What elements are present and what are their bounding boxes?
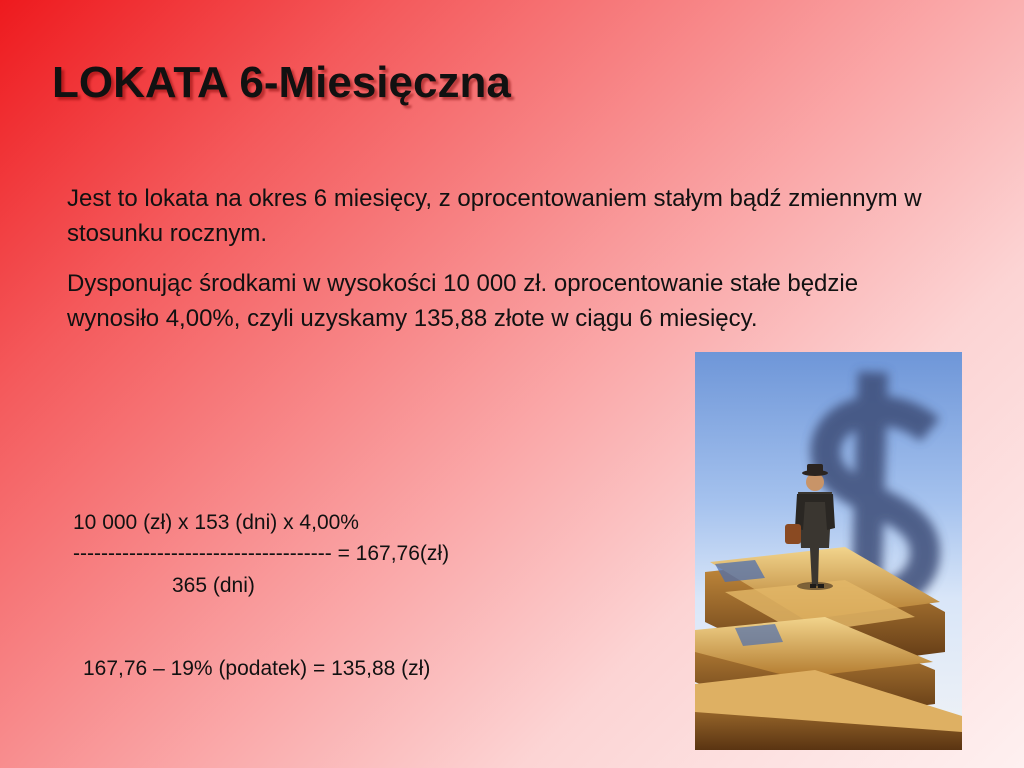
formula-numerator: 10 000 (zł) x 153 (dni) x 4,00% xyxy=(73,511,359,534)
businessman-on-money-icon xyxy=(695,352,962,750)
money-stack-photo xyxy=(695,352,962,750)
formula-fraction-line: ------------------------------------- = 167,76(zł) xyxy=(73,542,450,565)
slide-title: LOKATA 6-Miesięczna xyxy=(52,58,511,107)
paragraph-definition: Jest to lokata na okres 6 miesięcy, z oprocentowaniem stałym bądź zmiennym w stosunku rocznym. xyxy=(67,185,922,247)
tax-calculation: 167,76 – 19% (podatek) = 135,88 (zł) xyxy=(83,657,431,680)
paragraph-example: Dysponując środkami w wysokości 10 000 zł. oprocentowanie stałe będzie wynosiło 4,00%, czyli uzyskamy 135,88 złote w ciągu 6 miesięcy. xyxy=(67,270,859,332)
formula-denominator: 365 (dni) xyxy=(172,574,255,597)
